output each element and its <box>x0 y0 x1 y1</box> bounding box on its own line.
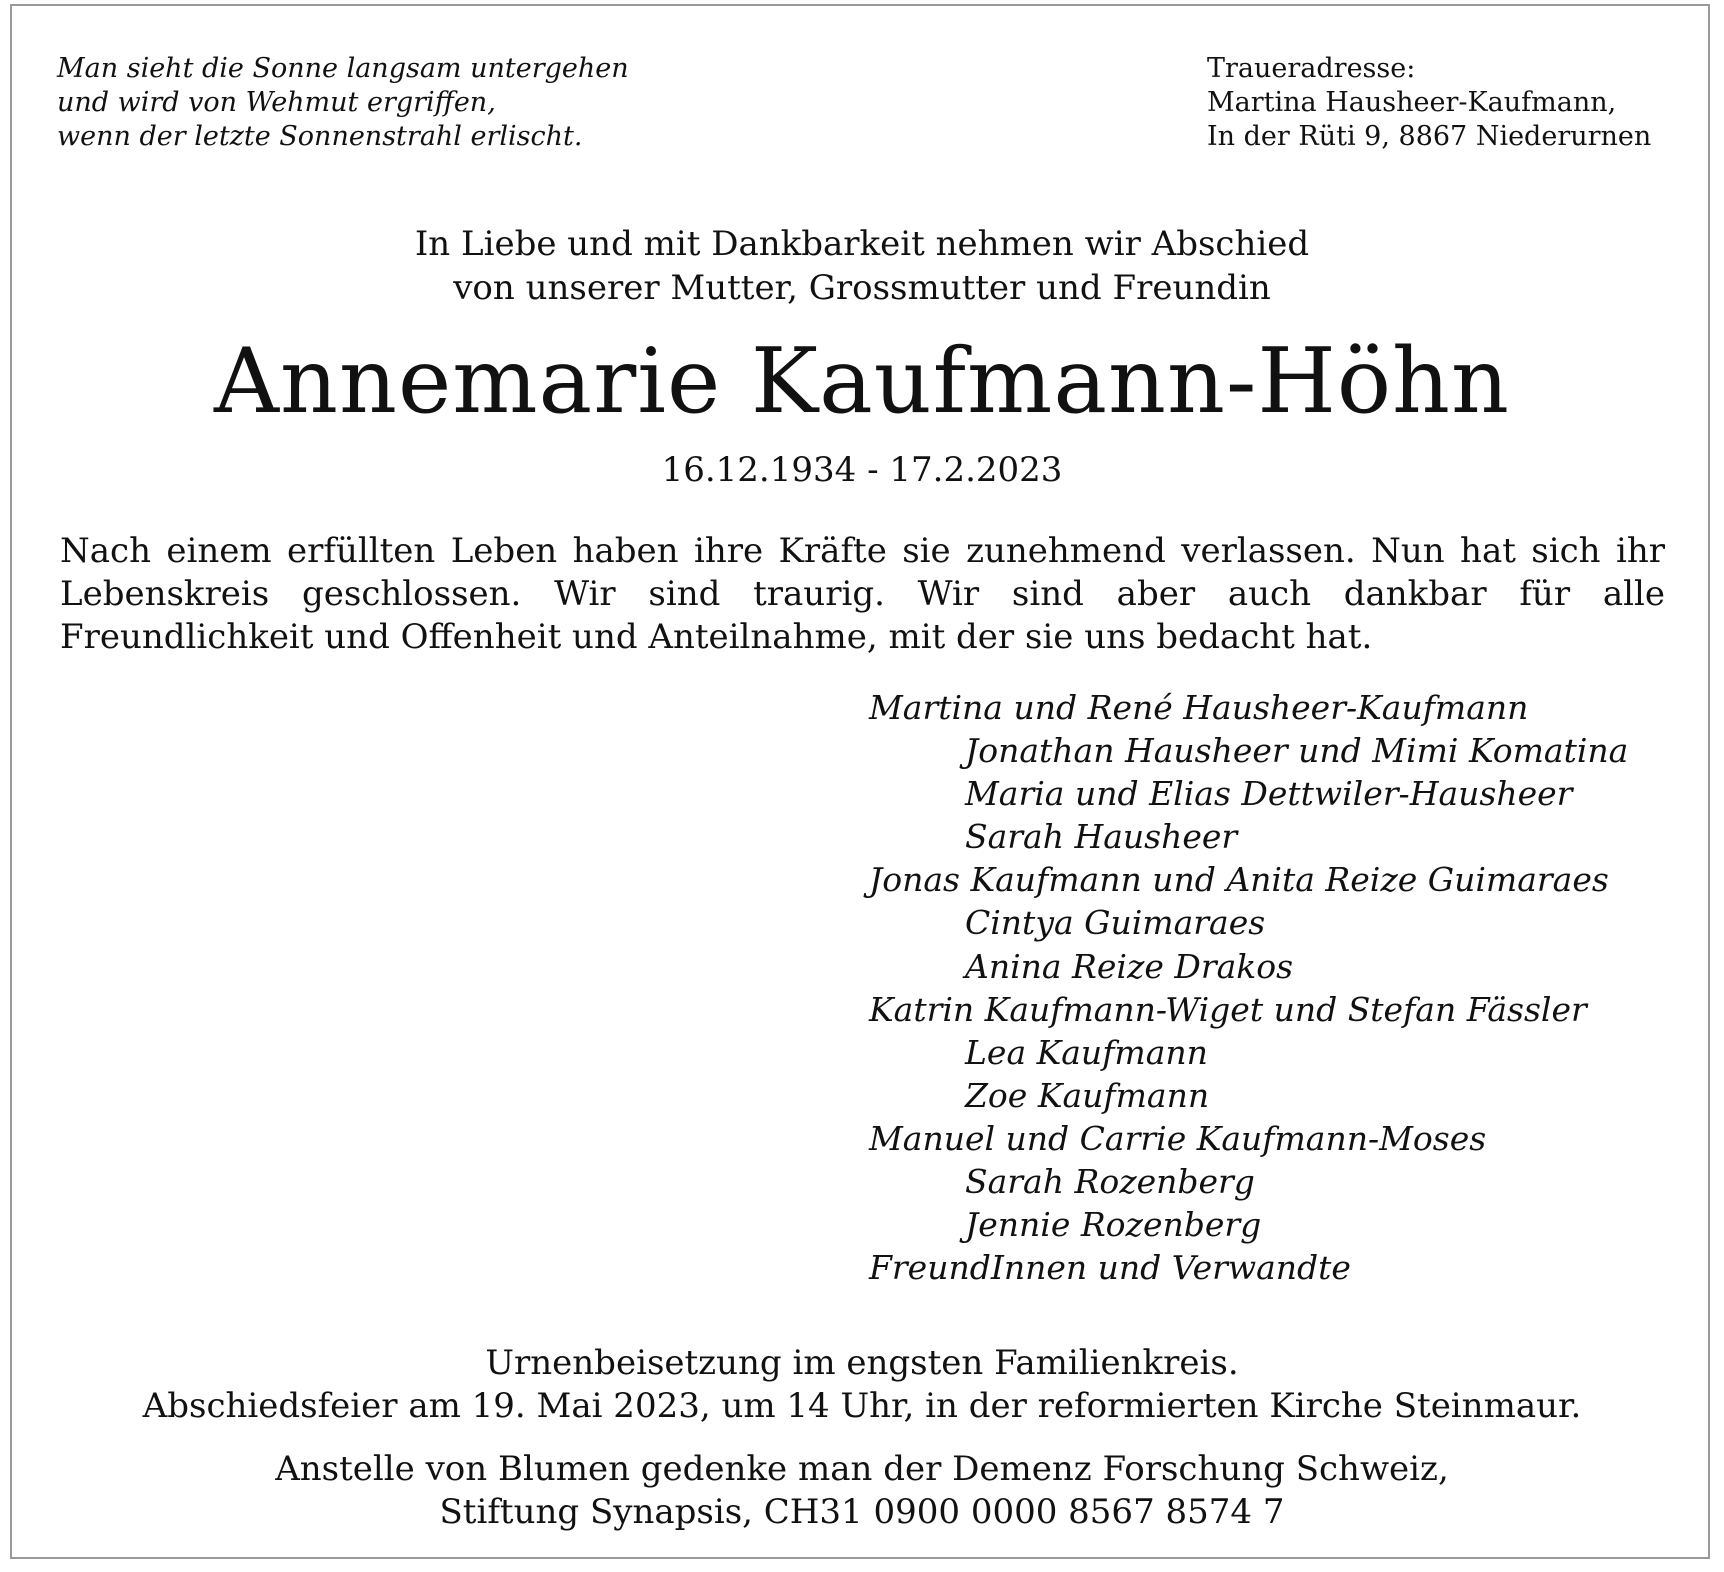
motto-line: und wird von Wehmut ergriffen, <box>57 87 496 118</box>
motto-line: wenn der letzte Sonnenstrahl erlischt. <box>57 121 583 152</box>
farewell-intro <box>0 222 1724 310</box>
deceased-name: Annemarie Kaufmann-Höhn <box>214 329 1510 434</box>
mourner-name: Lea Kaufmann <box>965 1032 1208 1072</box>
motto-poem <box>57 52 629 154</box>
mourning-address <box>1207 52 1651 154</box>
obituary-text: Nach einem erfüllten Leben haben ihre Kräfte sie zunehmend verlassen. Nun hat sich ihr Lebenskreis geschlossen. Wir sind traurig. Wir sind aber auch dankbar für alle Freundlichkeit und Offenheit und Anteilnahme, mit der sie uns bedacht hat. <box>60 531 1665 657</box>
burial-note: Urnenbeisetzung im engsten Familienkreis. <box>485 1343 1239 1383</box>
mourner-name: Maria und Elias Dettwiler-Hausheer <box>965 774 1573 814</box>
address-label: Traueradresse: <box>1207 53 1416 84</box>
life-dates: 16.12.1934 - 17.2.2023 <box>661 450 1063 490</box>
mourner-name: Jonas Kaufmann und Anita Reize Guimaraes <box>869 860 1609 900</box>
mourner-name: Martina und René Hausheer-Kaufmann <box>869 688 1529 727</box>
address-name: Martina Hausheer-Kaufmann, <box>1207 87 1617 118</box>
donation-account: Stiftung Synapsis, CH31 0900 0000 8567 8574 7 <box>439 1492 1285 1532</box>
mourner-name: Jonathan Hausheer und Mimi Komatina <box>965 731 1629 771</box>
mourner-name: Manuel und Carrie Kaufmann-Moses <box>869 1118 1487 1158</box>
mourner-name: Anina Reize Drakos <box>965 946 1294 986</box>
mourner-name: Katrin Kaufmann-Wiget und Stefan Fässler <box>869 989 1587 1029</box>
motto-line: Man sieht die Sonne langsam untergehen <box>57 53 629 84</box>
mourner-name: Zoe Kaufmann <box>965 1075 1210 1115</box>
mourner-name: Sarah Hausheer <box>965 817 1238 857</box>
service-note: Abschiedsfeier am 19. Mai 2023, um 14 Uhr, in der reformierten Kirche Steinmaur. <box>142 1386 1582 1426</box>
address-street: In der Rüti 9, 8867 Niederurnen <box>1207 121 1652 152</box>
mourner-name: FreundInnen und Verwandte <box>869 1248 1351 1288</box>
mourner-name: Sarah Rozenberg <box>965 1162 1255 1202</box>
intro-line: von unserer Mutter, Grossmutter und Freundin <box>453 268 1271 308</box>
mourners-list <box>869 686 1628 1289</box>
ceremony-info <box>0 1342 1724 1428</box>
donation-note <box>0 1448 1724 1534</box>
mourner-name: Jennie Rozenberg <box>965 1205 1262 1245</box>
mourner-name: Cintya Guimaraes <box>965 903 1266 943</box>
intro-line: In Liebe und mit Dankbarkeit nehmen wir Abschied <box>414 224 1310 264</box>
donation-line: Anstelle von Blumen gedenke man der Demenz Forschung Schweiz, <box>275 1449 1449 1489</box>
